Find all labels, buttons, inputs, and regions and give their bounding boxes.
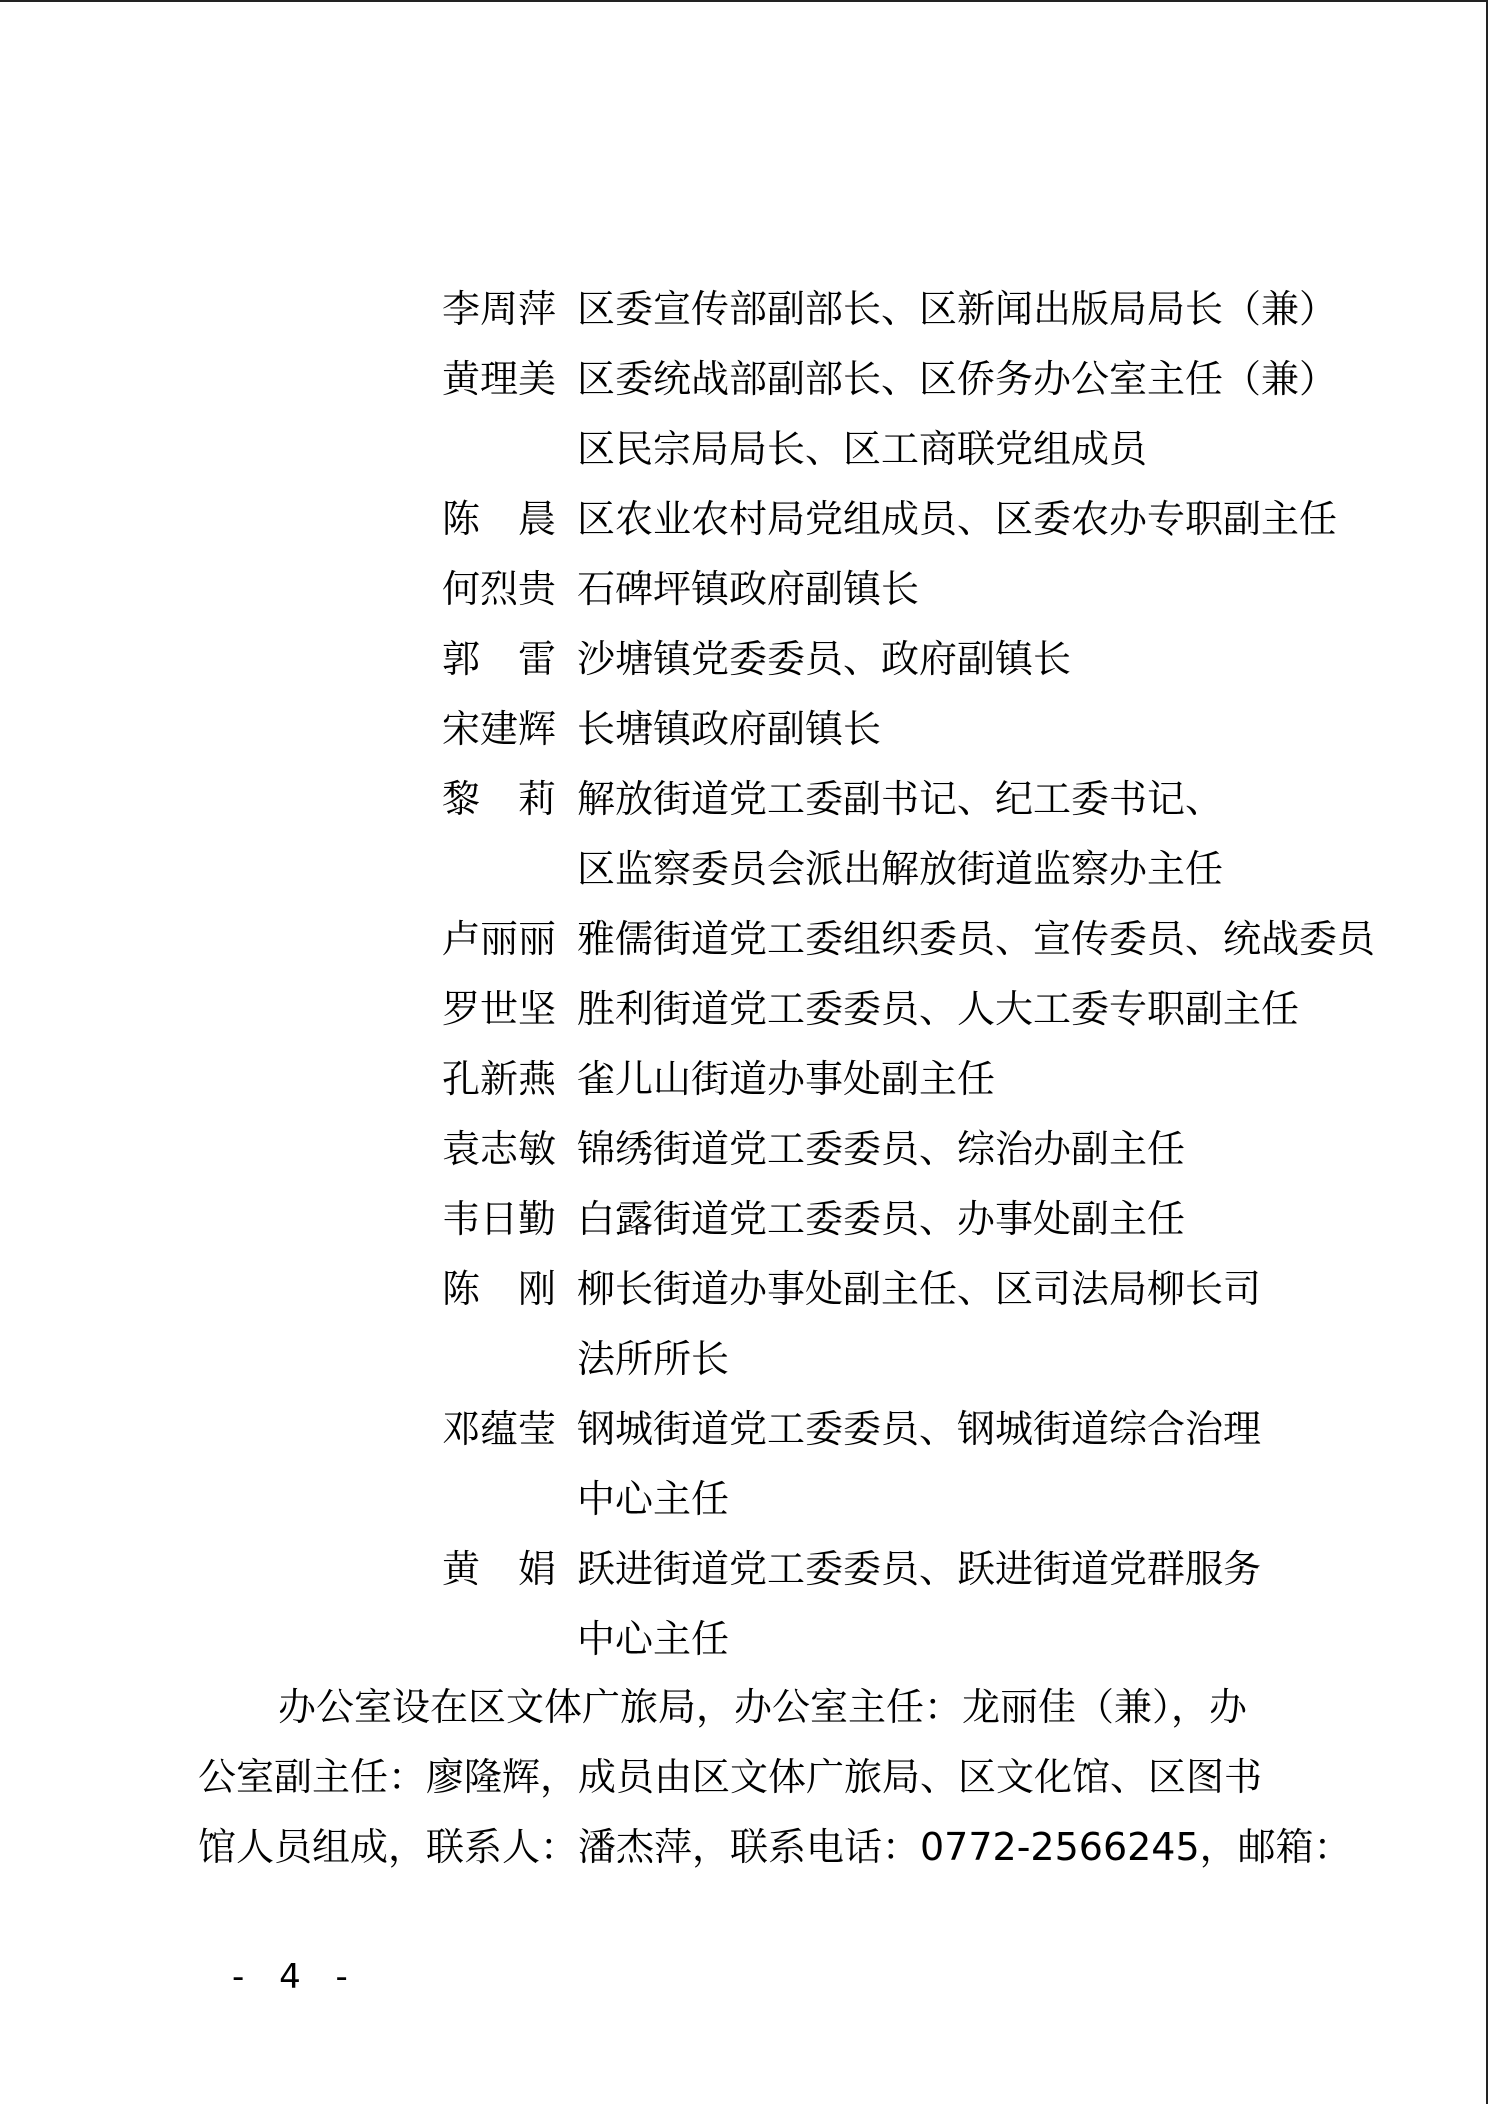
member-roles — [577, 1254, 1342, 1394]
member-name: 邓蕴莹 — [442, 1407, 557, 1451]
member-roles — [577, 554, 1342, 624]
member-name: 何烈贵 — [442, 567, 557, 611]
member-row — [442, 1184, 1342, 1254]
member-name: 罗世坚 — [442, 987, 557, 1031]
office-paragraph — [198, 1672, 1352, 1882]
office-paragraph-line: 办公室设在区文体广旅局，办公室主任：龙丽佳（兼），办 — [278, 1685, 1248, 1729]
member-roles — [577, 1114, 1342, 1184]
member-row — [442, 1044, 1342, 1114]
member-row — [442, 1534, 1342, 1674]
member-row — [442, 554, 1342, 624]
member-name: 郭 雷 — [442, 637, 557, 681]
member-role-line: 区农业农村局党组成员、区委农办专职副主任 — [577, 497, 1338, 541]
member-roles — [577, 1394, 1342, 1534]
member-role-line: 解放街道党工委副书记、纪工委书记、 — [577, 777, 1224, 821]
member-name: 陈 刚 — [442, 1267, 557, 1311]
member-roles — [577, 344, 1342, 484]
member-roles — [577, 1044, 1342, 1114]
member-role-line: 中心主任 — [577, 1477, 730, 1521]
member-row — [442, 974, 1342, 1044]
member-role-line: 沙塘镇党委委员、政府副镇长 — [577, 637, 1072, 681]
member-row — [442, 344, 1342, 484]
member-role-line: 胜利街道党工委委员、人大工委专职副主任 — [577, 987, 1300, 1031]
member-row — [442, 1394, 1342, 1534]
member-roles — [577, 1184, 1342, 1254]
member-row — [442, 694, 1342, 764]
member-role-line: 白露街道党工委委员、办事处副主任 — [577, 1197, 1186, 1241]
member-name: 李周萍 — [442, 287, 557, 331]
member-role-line: 长塘镇政府副镇长 — [577, 707, 882, 751]
member-roles — [577, 1534, 1342, 1674]
member-role-line: 石碑坪镇政府副镇长 — [577, 567, 920, 611]
member-role-line: 法所所长 — [577, 1337, 730, 1381]
member-role-line: 区监察委员会派出解放街道监察办主任 — [577, 847, 1224, 891]
member-list — [442, 274, 1376, 1674]
member-role-line: 区委宣传部副部长、区新闻出版局局长（兼） — [577, 287, 1338, 331]
member-roles — [577, 484, 1342, 554]
member-row — [442, 1254, 1342, 1394]
member-row — [442, 274, 1342, 344]
member-row — [442, 624, 1342, 694]
member-row — [442, 904, 1376, 974]
member-role-line: 跃进街道党工委委员、跃进街道党群服务 — [577, 1547, 1262, 1591]
member-name: 袁志敏 — [442, 1127, 557, 1171]
office-paragraph-line: 馆人员组成，联系人：潘杰萍，联系电话：0772-2566245，邮箱： — [198, 1825, 1352, 1869]
member-role-line: 钢城街道党工委委员、钢城街道综合治理 — [577, 1407, 1262, 1451]
top-border-line — [0, 0, 1488, 2]
member-role-line: 柳长街道办事处副主任、区司法局柳长司 — [577, 1267, 1262, 1311]
member-role-line: 区民宗局局长、区工商联党组成员 — [577, 427, 1148, 471]
member-row — [442, 764, 1342, 904]
member-roles — [577, 764, 1342, 904]
member-row — [442, 484, 1342, 554]
member-name: 黎 莉 — [442, 777, 557, 821]
member-roles — [577, 694, 1342, 764]
member-name: 黄理美 — [442, 357, 557, 401]
member-role-line: 中心主任 — [577, 1617, 730, 1661]
member-name: 卢丽丽 — [442, 917, 557, 961]
member-roles — [577, 904, 1375, 974]
member-role-line: 区委统战部副部长、区侨务办公室主任（兼） — [577, 357, 1338, 401]
office-paragraph-line: 公室副主任：廖隆辉，成员由区文体广旅局、区文化馆、区图书 — [198, 1755, 1263, 1799]
member-name: 陈 晨 — [442, 497, 557, 541]
member-name: 韦日勤 — [442, 1197, 557, 1241]
page-number: - 4 - — [232, 1957, 360, 1997]
member-name: 孔新燕 — [442, 1057, 557, 1101]
member-row — [442, 1114, 1342, 1184]
member-role-line: 雅儒街道党工委组织委员、宣传委员、统战委员 — [577, 917, 1376, 961]
member-roles — [577, 974, 1342, 1044]
member-name: 黄 娟 — [442, 1547, 557, 1591]
member-name: 宋建辉 — [442, 707, 557, 751]
member-roles — [577, 624, 1342, 694]
member-role-line: 锦绣街道党工委委员、综治办副主任 — [577, 1127, 1186, 1171]
member-roles — [577, 274, 1342, 344]
member-role-line: 雀儿山街道办事处副主任 — [577, 1057, 996, 1101]
